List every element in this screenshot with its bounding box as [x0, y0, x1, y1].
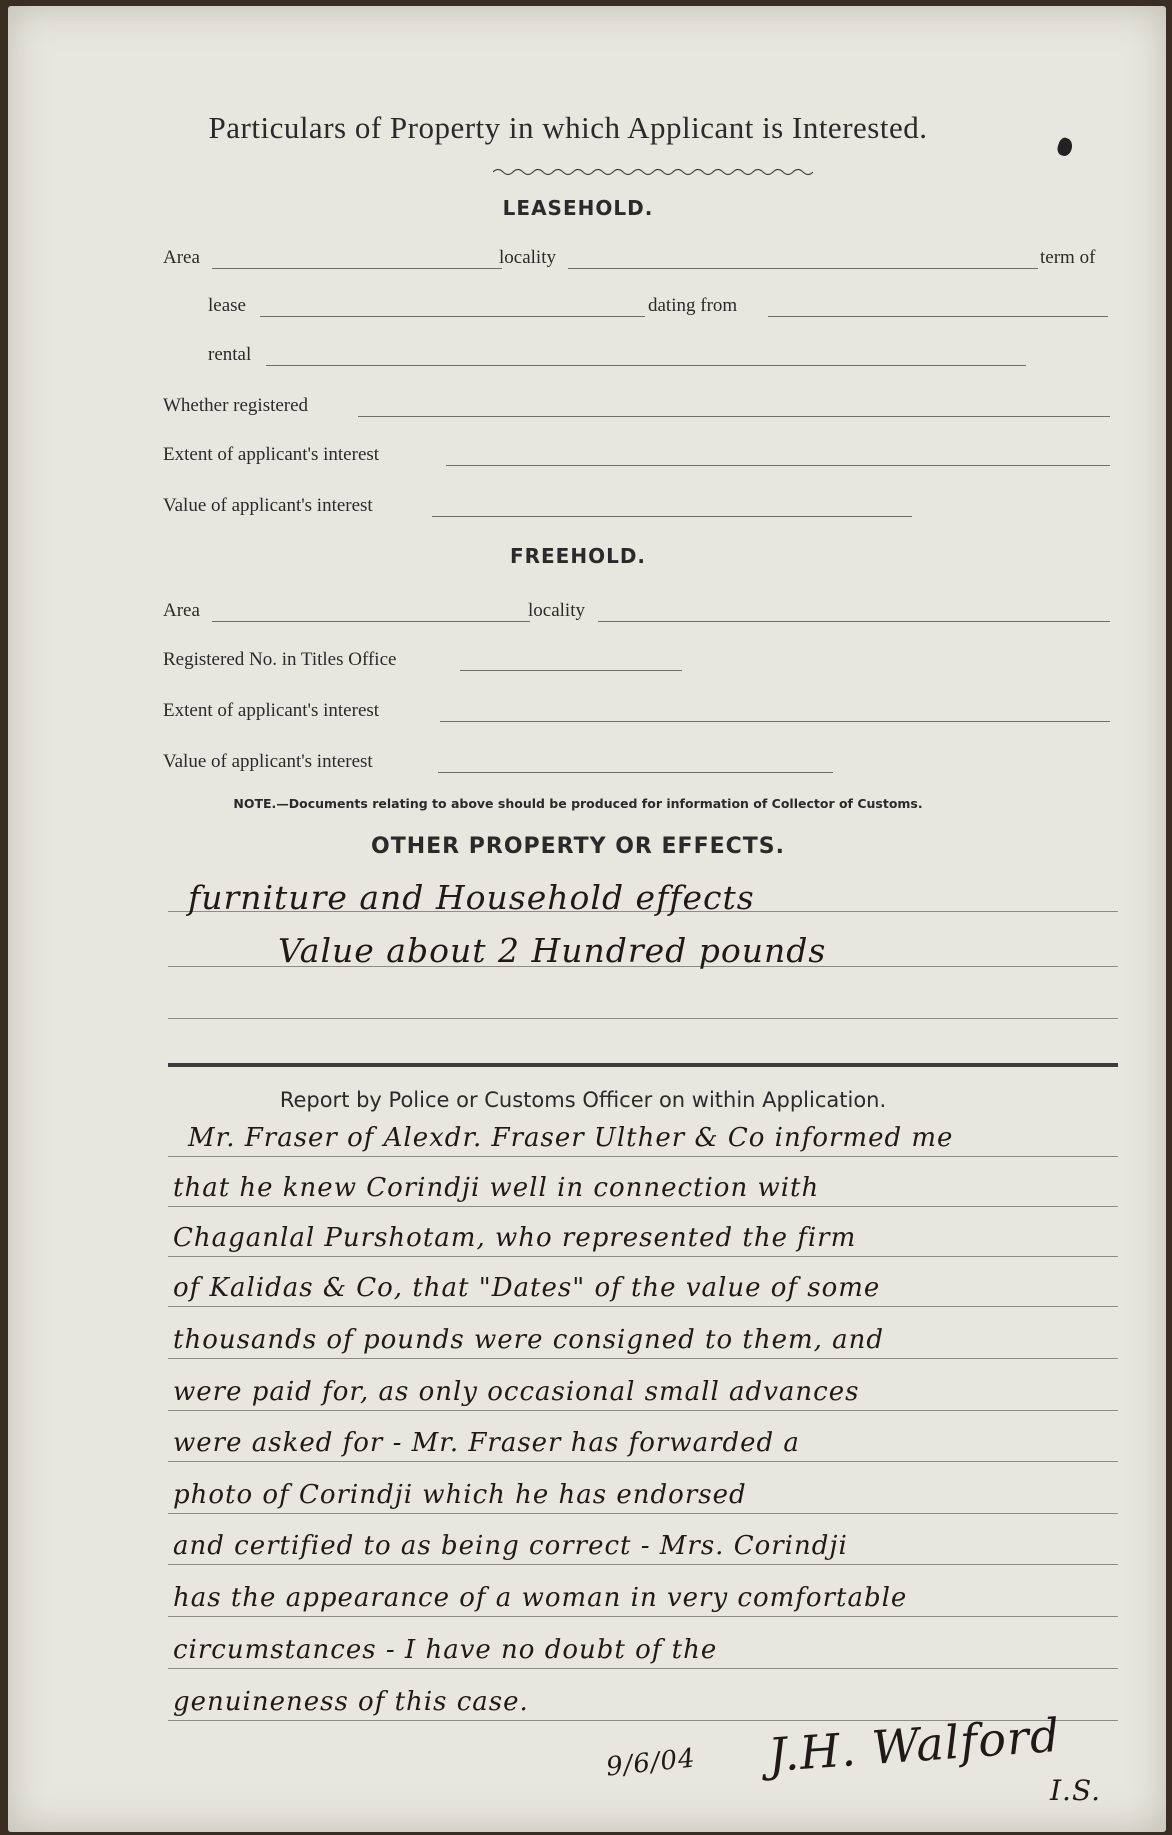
leasehold-value-label: Value of applicant's interest	[163, 495, 373, 516]
report-line-11: circumstances - I have no doubt of the	[173, 1635, 718, 1665]
report-line-10: has the appearance of a woman in very comfortable	[173, 1583, 908, 1613]
freehold-extent-label: Extent of applicant's interest	[163, 700, 380, 721]
form-page	[8, 6, 1166, 1832]
leasehold-dating-label: dating from	[648, 295, 738, 316]
report-line-7: were asked for - Mr. Fraser has forwarded a	[173, 1428, 800, 1458]
report-line-3: Chaganlal Purshotam, who represented the firm	[173, 1223, 857, 1253]
freehold-area-label: Area	[163, 600, 200, 621]
other-handwritten-line-1: furniture and Household effects	[188, 878, 755, 917]
report-ruled-line-2	[168, 1206, 1118, 1207]
leasehold-heading: LEASEHOLD.	[502, 196, 654, 220]
freehold-locality-label: locality	[528, 600, 585, 621]
report-ruled-line-3	[168, 1256, 1118, 1257]
leasehold-dating-field[interactable]	[768, 316, 1108, 317]
report-heading: Report by Police or Customs Officer on within Application.	[279, 1088, 887, 1112]
report-ruled-line-4	[168, 1306, 1118, 1307]
officer-initials: I.S.	[1050, 1774, 1102, 1807]
freehold-value-field[interactable]	[438, 772, 833, 773]
report-ruled-line-9	[168, 1564, 1118, 1565]
leasehold-area-label: Area	[163, 247, 200, 268]
other-ruled-line-3	[168, 1018, 1118, 1019]
report-line-8: photo of Corindji which he has endorsed	[173, 1480, 747, 1510]
report-line-6: were paid for, as only occasional small advances	[173, 1377, 860, 1407]
leasehold-registered-label: Whether registered	[163, 395, 309, 416]
leasehold-locality-label: locality	[499, 247, 556, 268]
leasehold-value-field[interactable]	[432, 516, 912, 517]
report-line-9: and certified to as being correct - Mrs. Corindji	[173, 1531, 848, 1561]
freehold-regno-label: Registered No. in Titles Office	[163, 649, 397, 670]
other-handwritten-line-2: Value about 2 Hundred pounds	[278, 931, 827, 970]
report-ruled-line-8	[168, 1513, 1118, 1514]
freehold-value-label: Value of applicant's interest	[163, 751, 373, 772]
leasehold-extent-field[interactable]	[446, 465, 1110, 466]
decorative-wavy-rule	[493, 166, 813, 178]
officer-signature: J.H. Walford	[766, 1707, 1062, 1783]
leasehold-extent-label: Extent of applicant's interest	[163, 444, 380, 465]
report-line-2: that he knew Corindji well in connection with	[173, 1173, 820, 1203]
freehold-regno-field[interactable]	[460, 670, 682, 671]
report-ruled-line-7	[168, 1461, 1118, 1462]
report-ruled-line-6	[168, 1410, 1118, 1411]
report-ruled-line-10	[168, 1616, 1118, 1617]
freehold-extent-field[interactable]	[440, 721, 1110, 722]
report-date: 9/6/04	[604, 1743, 698, 1783]
report-line-4: of Kalidas & Co, that "Dates" of the value of some	[173, 1273, 881, 1303]
freehold-heading: FREEHOLD.	[509, 544, 647, 568]
note-text: NOTE.—Documents relating to above should be produced for information of Collector of Customs.	[233, 796, 923, 811]
report-ruled-line-5	[168, 1358, 1118, 1359]
leasehold-lease-field[interactable]	[260, 316, 645, 317]
leasehold-lease-label: lease	[208, 295, 246, 316]
form-title: Particulars of Property in which Applicant is Interested.	[208, 110, 928, 145]
report-line-12: genuineness of this case.	[173, 1687, 529, 1717]
freehold-area-field[interactable]	[212, 621, 530, 622]
other-property-heading: OTHER PROPERTY OR EFFECTS.	[371, 834, 785, 859]
report-line-5: thousands of pounds were consigned to them, and	[173, 1325, 885, 1355]
leasehold-rental-label: rental	[208, 344, 252, 365]
report-ruled-line-1	[168, 1156, 1118, 1157]
leasehold-locality-field[interactable]	[568, 268, 1038, 269]
section-divider	[168, 1063, 1118, 1067]
leasehold-rental-field[interactable]	[266, 365, 1026, 366]
report-line-1: Mr. Fraser of Alexdr. Fraser Ulther & Co informed me	[188, 1123, 954, 1153]
leasehold-registered-field[interactable]	[358, 416, 1110, 417]
leasehold-term-label: term of	[1040, 247, 1096, 268]
report-ruled-line-11	[168, 1668, 1118, 1669]
leasehold-area-field[interactable]	[212, 268, 502, 269]
freehold-locality-field[interactable]	[598, 621, 1110, 622]
